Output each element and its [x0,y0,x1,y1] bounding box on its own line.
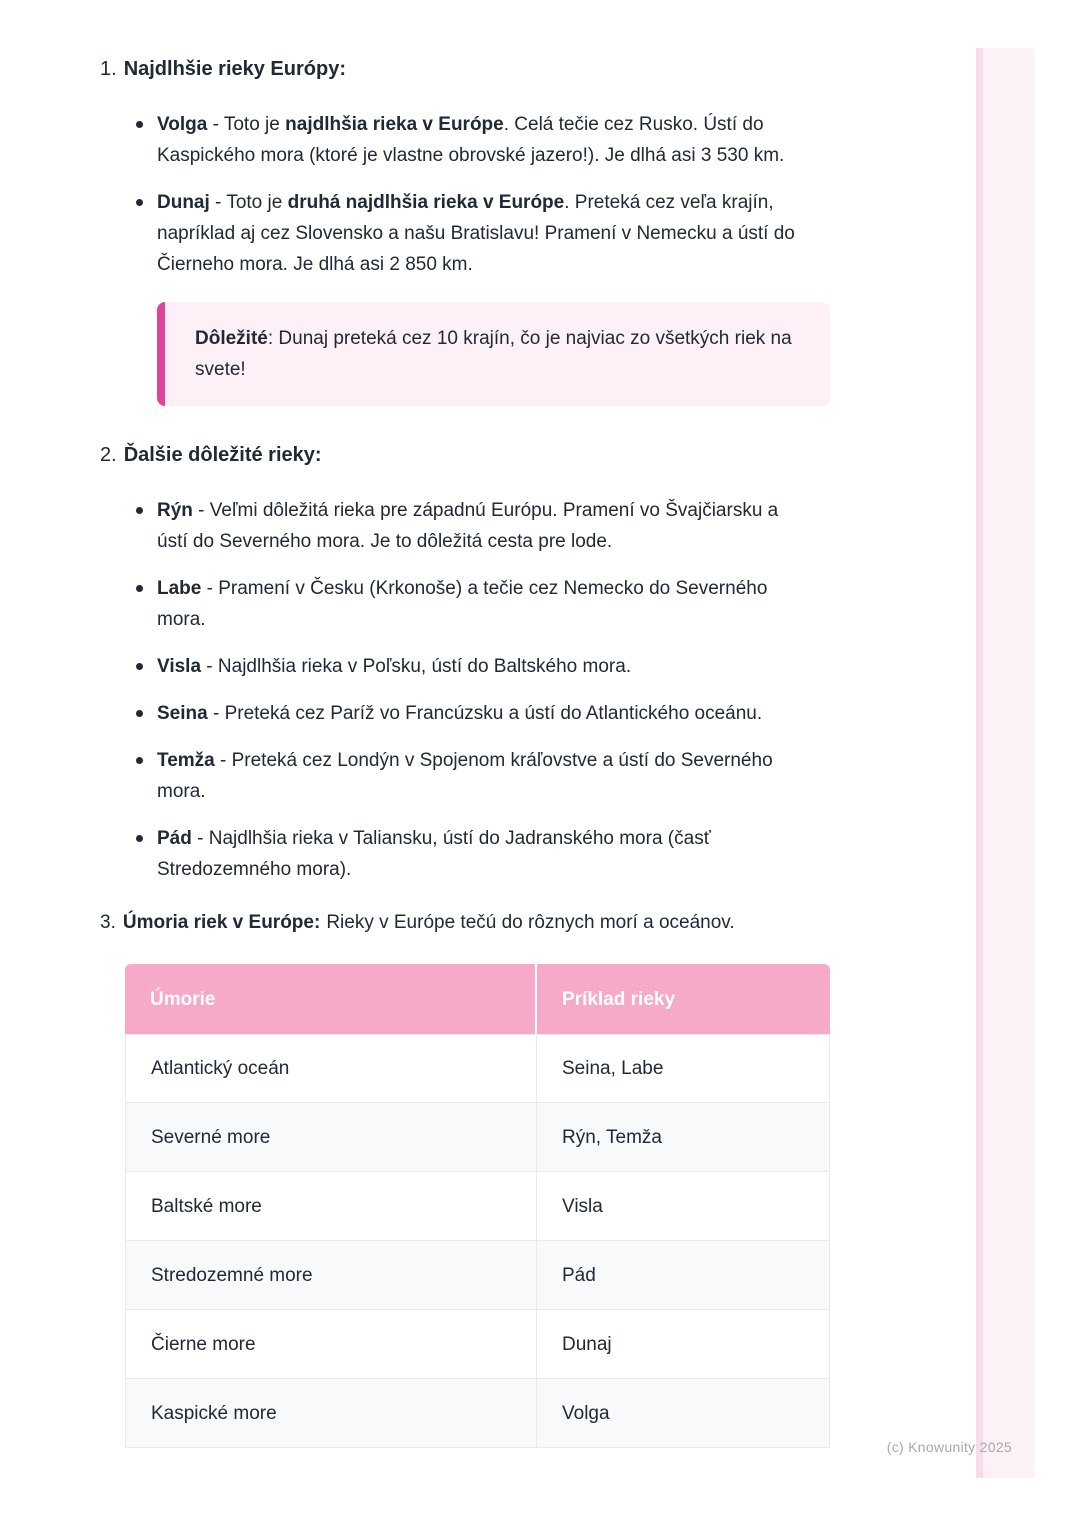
list-item-text: Labe - Pramení v Česku (Krkonoše) a tečie cez Nemecko do Severného mora. [157,578,768,630]
bullet-icon [136,710,143,717]
table-cell: Baltské more [125,1172,537,1241]
list-item [135,698,810,729]
section-3-heading [100,907,832,938]
bullet-icon [136,507,143,514]
table-cell: Čierne more [125,1310,537,1379]
table-cell: Atlantický oceán [125,1034,537,1103]
list-item [135,651,810,682]
section-3-trailing-text: Rieky v Európe tečú do rôznych morí a oceánov. [326,912,735,933]
table-cell: Seina, Labe [537,1034,830,1103]
section-2-number: 2. [100,444,117,466]
section-2-list [135,495,832,885]
section-2-title: Ďalšie dôležité rieky: [123,444,322,466]
list-item [135,823,810,885]
section-1-heading [100,54,832,85]
table-cell: Rýn, Temža [537,1103,830,1172]
table-row [125,1172,830,1241]
table-cell: Dunaj [537,1310,830,1379]
callout-text: Dôležité: Dunaj preteká cez 10 krajín, čo je najviac zo všetkých riek na svete! [195,328,792,380]
section-3-number: 3. [100,912,116,933]
list-item [135,109,810,171]
list-item-text: Temža - Preteká cez Londýn v Spojenom kráľovstve a ústí do Severného mora. [157,750,773,802]
table-body [125,1034,830,1448]
list-item [135,745,810,807]
bullet-icon [136,121,143,128]
section-1-title: Najdlhšie rieky Európy: [123,58,346,80]
list-item-text: Pád - Najdlhšia rieka v Taliansku, ústí do Jadranského mora (časť Stredozemného mora). [157,828,711,880]
list-item-text: Rýn - Veľmi dôležitá rieka pre západnú Európu. Pramení vo Švajčiarsku a ústí do Severného mora. Je to dôležitá cesta pre lode. [157,500,779,552]
table-header-umorie: Úmorie [125,964,537,1034]
table-row [125,1103,830,1172]
callout-important [157,302,830,406]
document-content [100,0,832,1448]
table-row [125,1034,830,1103]
knowunity-watermark: (c) Knowunity 2025 [886,1439,1012,1455]
bullet-icon [136,757,143,764]
list-item [135,495,810,557]
list-item-text: Seina - Preteká cez Paríž vo Francúzsku a ústí do Atlantického oceánu. [157,703,763,724]
table-cell: Visla [537,1172,830,1241]
section-2-heading [100,440,832,471]
table-header-row [125,964,830,1034]
bullet-icon [136,835,143,842]
table-cell: Pád [537,1241,830,1310]
table-row [125,1379,830,1448]
table-cell: Volga [537,1379,830,1448]
callout-accent-bar [157,302,165,406]
decorative-pink-stripe [976,48,1034,1478]
table-row [125,1310,830,1379]
section-1-number: 1. [100,58,117,80]
section-1-list [135,109,832,280]
bullet-icon [136,663,143,670]
river-drainage-table [125,964,830,1448]
list-item-text: Visla - Najdlhšia rieka v Poľsku, ústí do Baltského mora. [157,656,632,677]
list-item-text: Volga - Toto je najdlhšia rieka v Európe. Celá tečie cez Rusko. Ústí do Kaspického mora (ktoré je vlastne obrovské jazero!). Je dlhá asi 3 530 km. [157,114,785,166]
list-item-text: Dunaj - Toto je druhá najdlhšia rieka v Európe. Preteká cez veľa krajín, napríklad aj cez Slovensko a našu Bratislavu! Pramení v Nemecku a ústí do Čierneho mora. Je dlhá asi 2 850 km. [157,192,795,275]
list-item [135,187,810,280]
drainage-table-wrapper [125,964,830,1448]
table-cell: Kaspické more [125,1379,537,1448]
bullet-icon [136,585,143,592]
table-row [125,1241,830,1310]
table-cell: Severné more [125,1103,537,1172]
bullet-icon [136,199,143,206]
table-header-priklad-rieky: Príklad rieky [537,964,830,1034]
table-cell: Stredozemné more [125,1241,537,1310]
section-3-title: Úmoria riek v Európe: [122,912,321,933]
list-item [135,573,810,635]
